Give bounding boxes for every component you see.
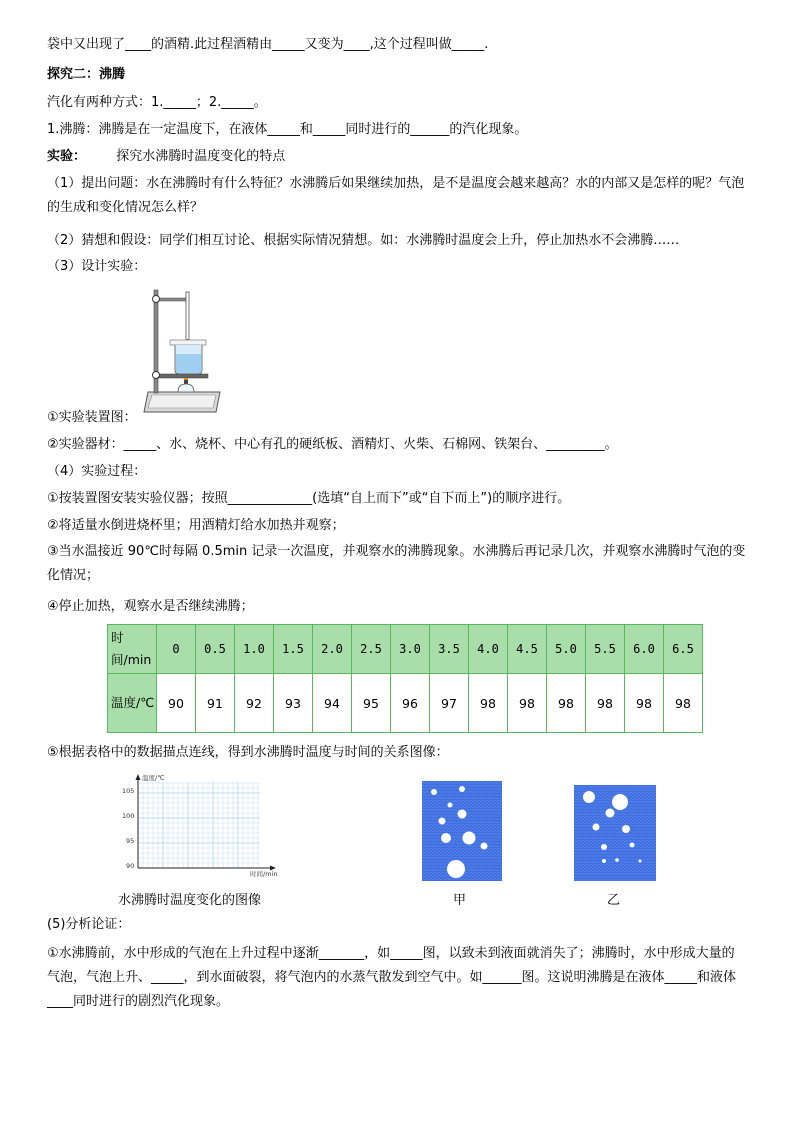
table-cell: 98 bbox=[508, 674, 547, 733]
bubble bbox=[448, 803, 453, 808]
bubble bbox=[458, 810, 467, 819]
caption-jia: 甲 bbox=[453, 893, 467, 908]
table-cell: 4.0 bbox=[469, 625, 508, 674]
bubble bbox=[630, 843, 635, 848]
table-cell: 98 bbox=[664, 674, 703, 733]
table-cell: 96 bbox=[391, 674, 430, 733]
table-cell: 0.5 bbox=[196, 625, 235, 674]
bubble bbox=[639, 860, 642, 863]
table-cell: 3.0 bbox=[391, 625, 430, 674]
graph-y-label: 温度/℃ bbox=[142, 774, 165, 782]
table-cell: 98 bbox=[586, 674, 625, 733]
line-10: ②实验器材：_____、水、烧杯、中心有孔的硬纸板、酒精灯、火柴、石棉网、铁架台、_________。 bbox=[47, 437, 618, 452]
experiment-label: 实验： bbox=[47, 149, 87, 164]
table-cell: 98 bbox=[625, 674, 664, 733]
line-14: ③当水温接近 90℃时每隔 0.5min 记录一次温度，并观察水的沸腾现象。水沸腾后再记录几次，并观察水沸腾时气泡的变化情况； bbox=[47, 544, 746, 583]
table-cell: 0 bbox=[157, 625, 196, 674]
bubble bbox=[622, 825, 630, 833]
graph-grid bbox=[138, 782, 260, 868]
line-7: （2）猜想和假设：同学们相互讨论、根据实际情况猜想。如：水沸腾时温度会上升，停止加热水不会沸腾…… bbox=[47, 233, 680, 248]
section-title-boiling: 探究二：沸腾 bbox=[47, 67, 126, 82]
line-17: (5)分析论证： bbox=[47, 917, 131, 932]
table-cell: 98 bbox=[469, 674, 508, 733]
bubble bbox=[441, 833, 451, 843]
bubble bbox=[447, 860, 465, 878]
line-5 bbox=[47, 148, 285, 166]
bubbles-figure-jia bbox=[422, 781, 502, 881]
table-cell: 5.5 bbox=[586, 625, 625, 674]
graph-caption: 水沸腾时温度变化的图像 bbox=[118, 893, 262, 908]
y-tick-label: 95 bbox=[126, 837, 135, 845]
table-cell: 97 bbox=[430, 674, 469, 733]
bubble bbox=[593, 824, 600, 831]
table-cell: 90 bbox=[157, 674, 196, 733]
table-cell: 4.5 bbox=[508, 625, 547, 674]
table-cell: 95 bbox=[352, 674, 391, 733]
line-4: 1.沸腾：沸腾是在一定温度下，在液体_____和_____同时进行的______的汽化现象。 bbox=[47, 122, 528, 137]
line-8: （3）设计实验： bbox=[47, 259, 147, 274]
bubble bbox=[583, 791, 595, 803]
line-3: 汽化有两种方式：1._____；2._____。 bbox=[47, 95, 267, 110]
bubble bbox=[439, 818, 446, 825]
table-cell: 5.0 bbox=[547, 625, 586, 674]
table-cell: 93 bbox=[274, 674, 313, 733]
bubble bbox=[606, 809, 615, 818]
table-header-temp: 温度/℃ bbox=[108, 674, 157, 733]
table-cell: 6.5 bbox=[664, 625, 703, 674]
bubble bbox=[463, 832, 476, 845]
table-header-time: 时间/min bbox=[108, 625, 157, 674]
caption-yi: 乙 bbox=[607, 893, 621, 908]
y-axis-arrow bbox=[136, 774, 141, 780]
line-12: ①按装置图安装实验仪器；按照_____________(选填“自上而下”或“自下而上”)的顺序进行。 bbox=[47, 491, 571, 506]
line-13: ②将适量水倒进烧杯里；用酒精灯给水加热并观察； bbox=[47, 518, 345, 533]
table-cell: 91 bbox=[196, 674, 235, 733]
line-11: （4）实验过程： bbox=[47, 464, 147, 479]
bubble bbox=[602, 859, 606, 863]
line-9: ①实验装置图： bbox=[47, 410, 137, 425]
table-cell: 3.5 bbox=[430, 625, 469, 674]
table-cell: 1.5 bbox=[274, 625, 313, 674]
table-cell: 94 bbox=[313, 674, 352, 733]
experiment-title: 探究水沸腾时温度变化的特点 bbox=[116, 149, 286, 164]
table-row-time bbox=[108, 625, 703, 674]
data-table bbox=[107, 624, 703, 733]
bubble bbox=[612, 794, 628, 810]
line-18: ①水沸腾前，水中形成的气泡在上升过程中逐渐_______，如_____图，以致未到液面就消失了；沸腾时，水中形成大量的气泡，气泡上升、_____，到水面破裂，将气泡内的水蒸气散发到空气中。如______图。这说明沸腾是在液体_____和液体____同时进行的剧烈汽化现象。 bbox=[47, 946, 737, 1009]
y-tick-label: 105 bbox=[122, 787, 135, 795]
table-cell: 2.0 bbox=[313, 625, 352, 674]
table-cell: 2.5 bbox=[352, 625, 391, 674]
line-15: ④停止加热，观察水是否继续沸腾； bbox=[47, 599, 254, 614]
graph-x-label: 时间/min bbox=[250, 870, 278, 878]
line-6: （1）提出问题：水在沸腾时有什么特征？水沸腾后如果继续加热，是不是温度会越来越高？水的内部又是怎样的呢？气泡的生成和变化情况怎么样？ bbox=[47, 176, 745, 215]
temperature-graph bbox=[110, 772, 290, 882]
bubble bbox=[431, 789, 437, 795]
bubbles-figure-yi bbox=[574, 785, 656, 881]
bubble bbox=[615, 858, 619, 862]
table-cell: 92 bbox=[235, 674, 274, 733]
line-16: ⑤根据表格中的数据描点连线，得到水沸腾时温度与时间的关系图像： bbox=[47, 745, 449, 760]
line-1: 袋中又出现了____的酒精.此过程酒精由_____又变为____,这个过程叫做_____. bbox=[47, 37, 489, 52]
y-tick-label: 100 bbox=[122, 812, 135, 820]
table-cell: 6.0 bbox=[625, 625, 664, 674]
table-cell: 1.0 bbox=[235, 625, 274, 674]
y-tick-label: 90 bbox=[126, 862, 135, 870]
table-cell: 98 bbox=[547, 674, 586, 733]
table-row-temp bbox=[108, 674, 703, 733]
bubble bbox=[601, 844, 607, 850]
bubble bbox=[459, 786, 465, 792]
bubble bbox=[481, 843, 488, 850]
apparatus-figure bbox=[142, 284, 224, 419]
